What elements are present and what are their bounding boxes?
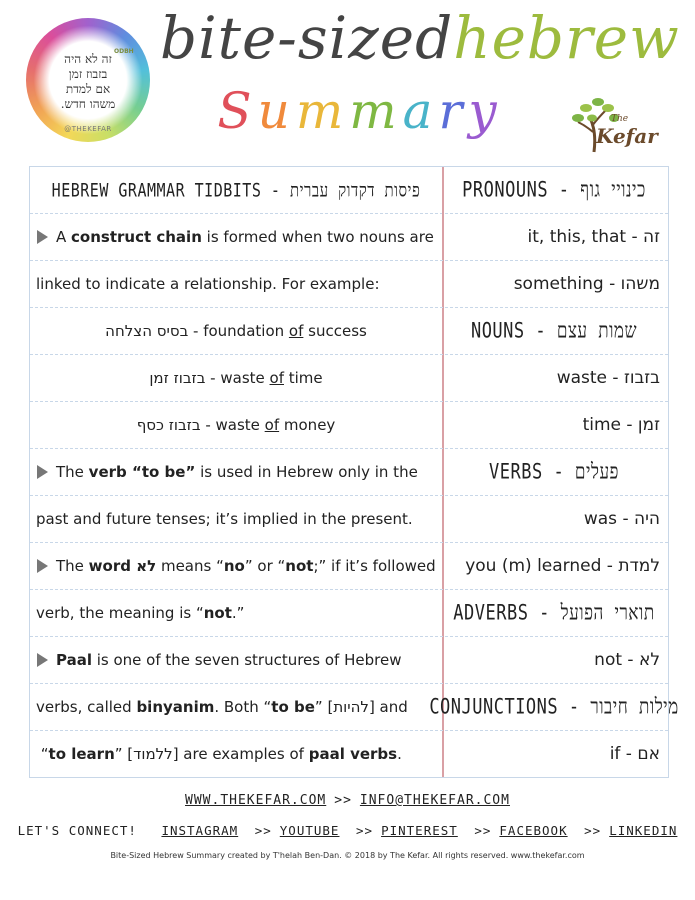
vocab-section-header: NOUNS - שמות עצם	[470, 318, 638, 344]
text-segment: ” [ללמוד] are examples of	[114, 745, 309, 763]
vocab-entry: time - זמן	[582, 415, 660, 435]
left-column-header: HEBREW GRAMMAR TIDBITS - פיסות דקדוק עברית	[51, 178, 421, 201]
text-segment: means “	[156, 557, 224, 575]
tidbit-text	[36, 402, 436, 448]
youtube-link[interactable]: YOUTUBE	[279, 823, 340, 838]
connect-label: LET'S CONNECT!	[17, 823, 137, 838]
text-segment: בזבוז כסף - waste	[136, 416, 265, 434]
table-row	[30, 355, 668, 402]
vocab-entry: you (m) learned - למדת	[465, 556, 660, 576]
subtitle-letter: u	[257, 82, 296, 140]
text-segment: not	[203, 604, 232, 622]
badge-logo-text: ODBH	[114, 48, 134, 55]
text-segment: to be	[271, 698, 315, 716]
text-segment: construct chain	[71, 228, 202, 246]
vocab-section-header: ADVERBS - תוארי הפועל	[453, 600, 655, 626]
badge-line: אם למדת	[65, 82, 111, 97]
website-link[interactable]: WWW.THEKEFAR.COM	[185, 793, 327, 808]
text-segment: of	[269, 369, 284, 387]
separator: >>	[334, 793, 352, 808]
vocab-entry: something - משהו	[513, 274, 660, 294]
text-segment: word לא	[88, 557, 157, 575]
text-segment: .”	[231, 604, 245, 622]
copyright: Bite-Sized Hebrew Summary created by T'helah Ben-Dan. © 2018 by The Kefar. All rights reserved. www.thekefar.com	[110, 851, 585, 860]
text-segment: . Both “	[214, 698, 272, 716]
badge-line: בזבוז זמן	[68, 67, 108, 82]
tidbit-text	[36, 684, 436, 730]
tidbit-text	[36, 355, 436, 401]
subtitle-letter: a	[402, 82, 439, 140]
vocab-section-header: CONJUNCTIONS - מילות חיבור	[429, 694, 679, 720]
triangle-bullet-icon	[37, 465, 48, 479]
tidbit-text	[36, 308, 436, 354]
facebook-link[interactable]: FACEBOOK	[499, 823, 568, 838]
text-segment: no	[223, 557, 245, 575]
text-segment: time	[283, 369, 323, 387]
title-part-2: hebrew	[453, 4, 680, 72]
pinterest-link[interactable]: PINTEREST	[381, 823, 458, 838]
text-segment: to learn	[48, 745, 115, 763]
tidbit-text	[36, 731, 436, 777]
text-segment: paal verbs	[308, 745, 398, 763]
text-segment: money	[279, 416, 336, 434]
subtitle-letter: y	[468, 82, 503, 140]
text-segment: past and future tenses; it’s implied in the present.	[36, 510, 413, 528]
page-title	[160, 4, 680, 72]
text-segment: ;” if it’s followed	[313, 557, 436, 575]
triangle-bullet-icon	[37, 653, 48, 667]
text-segment: verbs, called	[36, 698, 137, 716]
text-segment: .	[397, 745, 402, 763]
logo-name: Kefar	[596, 124, 658, 148]
text-segment: A	[56, 228, 72, 246]
text-segment: of	[264, 416, 280, 434]
text-segment: success	[303, 322, 367, 340]
triangle-bullet-icon	[37, 230, 48, 244]
vocab-section-header: VERBS - פעלים	[489, 459, 619, 485]
badge-quote	[43, 52, 133, 112]
tidbit-text	[36, 543, 436, 589]
text-segment: The	[56, 557, 89, 575]
vocab-entry: it, this, that - זה	[527, 227, 660, 247]
logo-the: The	[611, 114, 629, 124]
text-segment: בזבוז זמן - waste	[149, 369, 270, 387]
right-column-header: PRONOUNS - כינויי גוף	[462, 177, 646, 203]
table-row	[30, 308, 668, 355]
badge-line: זה לא היה	[64, 52, 112, 67]
table-row	[30, 731, 668, 778]
text-segment: not	[285, 557, 314, 575]
subtitle-letter: S	[217, 82, 258, 140]
text-segment: ” [להיות] and	[314, 698, 408, 716]
text-segment: verb “to be”	[88, 463, 196, 481]
summary-table	[29, 166, 679, 778]
text-segment: linked to indicate a relationship. For example:	[36, 275, 380, 293]
linkedin-link[interactable]: LINKEDIN	[609, 823, 678, 838]
text-segment: binyanim	[136, 698, 215, 716]
text-segment: is used in Hebrew only in the	[195, 463, 418, 481]
text-segment: בסיס הצלחה - foundation	[105, 322, 289, 340]
table-row	[30, 214, 668, 261]
table-header-row	[30, 167, 668, 214]
tidbit-text	[36, 637, 436, 683]
table-row	[30, 496, 668, 543]
text-segment: The	[56, 463, 89, 481]
text-segment: ” or “	[244, 557, 286, 575]
tidbit-text	[36, 590, 436, 636]
footer-contact	[0, 793, 695, 808]
email-link[interactable]: INFO@THEKEFAR.COM	[359, 793, 510, 808]
separator: >>	[254, 823, 272, 838]
badge-line: משהו חדש.	[60, 97, 116, 112]
badge-handle: @THEKEFAR	[64, 125, 112, 133]
table-row	[30, 449, 668, 496]
text-segment: verb, the meaning is “	[36, 604, 204, 622]
separator: >>	[584, 823, 602, 838]
table-row	[30, 684, 679, 731]
text-segment: of	[288, 322, 304, 340]
triangle-bullet-icon	[37, 559, 48, 573]
text-segment: is one of the seven structures of Hebrew	[91, 651, 402, 669]
vocab-entry: if - אם	[609, 744, 660, 764]
table-row	[30, 261, 668, 308]
quote-badge	[26, 18, 150, 142]
table-row	[30, 402, 668, 449]
subtitle-letter: m	[349, 82, 403, 140]
table-row	[30, 543, 668, 590]
subtitle-letter: m	[295, 82, 350, 140]
table-row	[30, 637, 668, 684]
vocab-entry: was - היה	[583, 509, 660, 529]
tidbit-text	[36, 261, 436, 307]
table-row	[30, 590, 668, 637]
instagram-link[interactable]: INSTAGRAM	[161, 823, 239, 838]
title-part-1: bite-sized	[160, 4, 454, 72]
text-segment: “	[36, 745, 49, 763]
text-segment: Paal	[56, 651, 92, 669]
footer-social	[0, 823, 695, 838]
tidbit-text	[36, 449, 436, 495]
vocab-entry: not - לא	[594, 650, 660, 670]
vocab-entry: waste - בזבוז	[556, 368, 660, 388]
separator: >>	[474, 823, 492, 838]
separator: >>	[356, 823, 374, 838]
subtitle-letter: r	[438, 82, 469, 140]
tidbit-text	[36, 496, 436, 542]
tidbit-text	[36, 214, 436, 260]
text-segment: is formed when two nouns are	[201, 228, 434, 246]
page-subtitle	[200, 82, 520, 140]
